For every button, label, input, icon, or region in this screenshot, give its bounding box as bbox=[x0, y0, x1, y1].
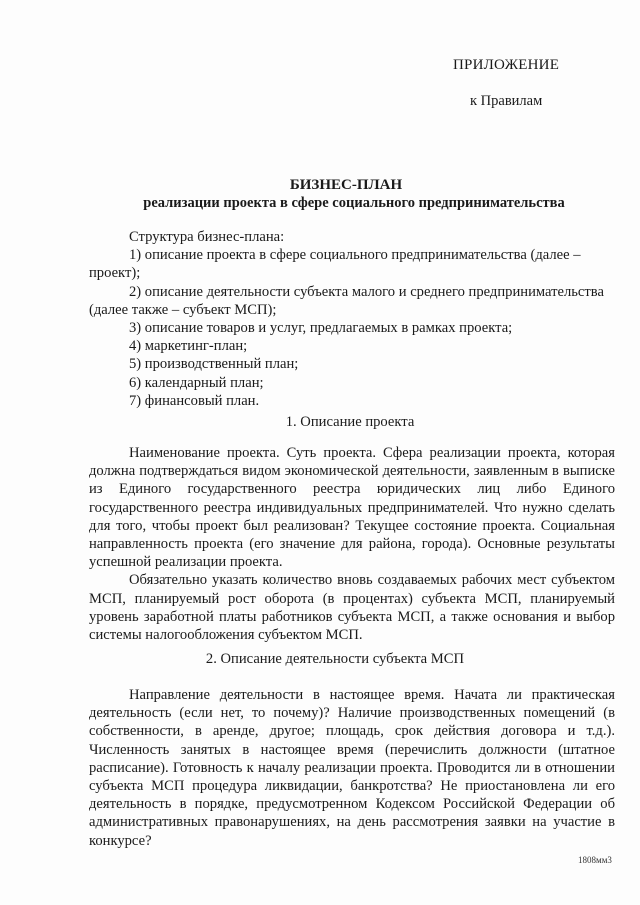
structure-intro: Структура бизнес-плана: bbox=[129, 229, 285, 245]
appendix-label: ПРИЛОЖЕНИЕ bbox=[453, 57, 560, 73]
structure-item: 4) маркетинг-план; bbox=[129, 338, 248, 355]
section-2-heading: 2. Описание деятельности субъекта МСП bbox=[205, 651, 465, 667]
document-title: БИЗНЕС-ПЛАН bbox=[289, 177, 403, 193]
structure-item: 6) календарный план; bbox=[129, 374, 264, 391]
structure-item: 5) производственный план; bbox=[129, 356, 299, 373]
section-2-paragraph: Направление деятельности в настоящее время. Начата ли практическая деятельность (если нет, то почему)? Наличие производственных помещений (в собственности, в аренде, другое; площадь, срок действия договора и т.д.). Численность занятых в настоящее время (перечислить должности (штатное расписание). Готовность к началу реализации проекта. Проводится ли в отношении субъекта МСП процедура ликвидации, банкротства? Не приостановлена ли его деятельность в порядке, предусмотренном Кодексом Российской Федерации об административных правонарушениях, на день рассмотрения заявки на участие в конкурсе? bbox=[89, 687, 615, 849]
structure-item: 7) финансовый план. bbox=[129, 392, 260, 409]
section-1-paragraph: Обязательно указать количество вновь создаваемых рабочих мест субъектом МСП, планируемый рост оборота (в процентах) субъекта МСП, планируемый уровень заработной платы работников субъекта МСП, а также основания и выбор системы налогообложения субъектом МСП. bbox=[89, 572, 615, 644]
rules-reference: к Правилам bbox=[470, 93, 543, 109]
structure-item: 3) описание товаров и услуг, предлагаемых в рамках проекта; bbox=[129, 320, 513, 337]
structure-item: 2) описание деятельности субъекта малого и среднего предпринимательства (далее также – субъект МСП); bbox=[89, 283, 604, 318]
business-plan-structure bbox=[89, 228, 615, 410]
section-1-paragraph: Наименование проекта. Суть проекта. Сфера реализации проекта, которая должна подтверждаться видом экономической деятельности, заявленным в выписке из Единого государственного реестра юридических лиц либо Единого государственного реестра индивидуальных предпринимателей. Что нужно сделать для того, чтобы проект был реализован? Текущее состояние проекта. Социальная направленность проекта (его значение для района, города). Основные результаты успешной реализации проекта. bbox=[89, 445, 615, 571]
section-1-body bbox=[89, 444, 615, 644]
section-1-heading: 1. Описание проекта bbox=[285, 414, 415, 430]
document-subtitle: реализации проекта в сфере социального предпринимательства bbox=[143, 195, 565, 211]
section-2-body bbox=[89, 686, 615, 850]
footer-document-code: 1808мм3 bbox=[578, 855, 612, 865]
structure-item: 1) описание проекта в сфере социального предпринимательства (далее – проект); bbox=[89, 247, 581, 282]
